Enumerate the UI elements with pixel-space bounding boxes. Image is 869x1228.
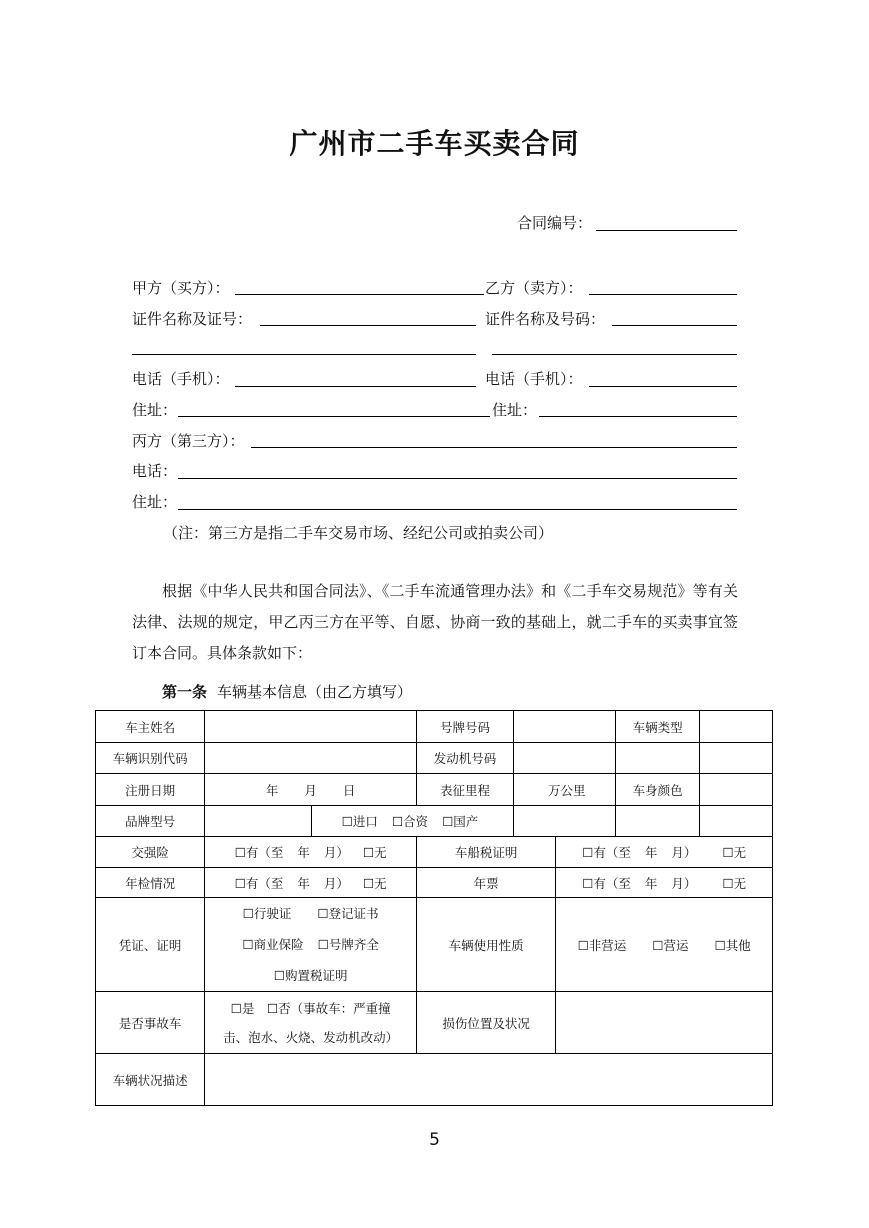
condition-cell[interactable] [205, 1054, 773, 1106]
owner-name-label: 车主姓名 [96, 711, 205, 743]
doc-ins-checkbox[interactable]: ☐商业保险 [242, 937, 304, 952]
usage-nonop-checkbox[interactable]: ☐非营运 [577, 937, 627, 953]
body-color-label: 车身颜色 [616, 774, 699, 806]
inspection-has-checkbox[interactable]: ☐有（至 [234, 875, 284, 891]
insurance-has-checkbox[interactable]: ☐有（至 [234, 845, 284, 860]
insurance-options: ☐有（至 年 月） ☐无 [205, 837, 417, 868]
usage-label: 车辆使用性质 [416, 898, 555, 992]
article-1-number: 第一条 [162, 683, 208, 701]
third-party-field[interactable] [251, 447, 737, 448]
brand-model-cell[interactable] [205, 806, 311, 837]
seller-phone-field[interactable] [589, 386, 737, 387]
buyer-phone-label: 电话（手机）： [132, 370, 230, 388]
odometer-label: 表征里程 [416, 774, 513, 806]
doc-plate-checkbox[interactable]: ☐号牌齐全 [317, 937, 379, 952]
buyer-address-field[interactable] [178, 416, 490, 417]
accident-label: 是否事故车 [96, 992, 205, 1054]
origin-domestic-checkbox[interactable]: ☐国产 [442, 814, 479, 829]
seller-label: 乙方（卖方）： [485, 279, 583, 297]
buyer-id-label: 证件名称及证号： [132, 310, 253, 328]
seller-id-label: 证件名称及号码： [485, 310, 606, 328]
ticket-none-checkbox[interactable]: ☐无 [722, 875, 747, 891]
origin-options [311, 806, 514, 837]
inspection-options: ☐有（至 年 月） ☐无 [205, 868, 417, 898]
third-address-field[interactable] [178, 509, 737, 510]
seller-address-field[interactable] [539, 416, 737, 417]
document-title: 广州市二手车买卖合同 [289, 127, 580, 160]
accident-options-line-2: 击、泡水、火烧、发动机改动） [223, 1029, 399, 1045]
doc-tax-checkbox[interactable]: ☐购置税证明 [273, 968, 348, 983]
reg-month: 月 [304, 782, 317, 798]
owner-name-cell[interactable] [205, 711, 417, 743]
engine-extra-cell[interactable] [616, 743, 699, 774]
usage-other-checkbox[interactable]: ☐其他 [714, 937, 751, 953]
docs-options [205, 898, 417, 992]
seller-id-extra-field[interactable] [492, 354, 737, 355]
intro-paragraph: 根据《中华人民共和国合同法》、《二手车流通管理办法》和《二手车交易规范》等有关法律、法规的规定，甲乙丙三方在平等、自愿、协商一致的基础上，就二手车的买卖事宜签订本合同。具体条款如下： [132, 582, 738, 662]
brand-extra-cell-2[interactable] [616, 806, 699, 837]
seller-phone-label: 电话（手机）： [485, 370, 583, 388]
contract-no-label: 合同编号： [517, 214, 593, 232]
docs-label: 凭证、证明 [96, 898, 205, 992]
seller-field[interactable] [589, 294, 737, 295]
article-1-heading [162, 681, 412, 702]
tax-has-checkbox[interactable]: ☐有（至 [582, 845, 631, 860]
insurance-label: 交强险 [96, 837, 205, 868]
vin-label: 车辆识别代码 [96, 743, 205, 774]
plate-no-label: 号牌号码 [416, 711, 513, 743]
third-address-label: 住址： [132, 493, 178, 511]
odometer-unit: 万公里 [547, 782, 586, 798]
usage-options [556, 898, 773, 992]
body-color-cell[interactable] [699, 774, 772, 806]
seller-id-field[interactable] [612, 325, 737, 326]
plate-no-cell[interactable] [514, 711, 616, 743]
doc-license-checkbox[interactable]: ☐行驶证 [242, 906, 292, 921]
ticket-options: ☐有（至 年 月） ☐无 [556, 868, 773, 898]
page-number: 5 [429, 1130, 440, 1150]
vehicle-info-table [95, 710, 773, 1106]
accident-options-line-1[interactable]: ☐是 ☐否（事故车：严重撞 [230, 1000, 391, 1016]
tax-cert-label: 车船税证明 [416, 837, 555, 868]
condition-label: 车辆状况描述 [96, 1054, 205, 1106]
reg-date-label: 注册日期 [96, 774, 205, 806]
ticket-label: 年票 [416, 868, 555, 898]
ticket-has-checkbox[interactable]: ☐有（至 [582, 875, 631, 891]
contract-no-field[interactable] [596, 230, 737, 231]
inspection-none-checkbox[interactable]: ☐无 [362, 875, 387, 891]
vehicle-type-cell[interactable] [699, 711, 772, 743]
third-party-label: 丙方（第三方）： [132, 432, 245, 450]
buyer-phone-field[interactable] [235, 386, 476, 387]
odometer-cell[interactable] [514, 774, 616, 806]
engine-no-label: 发动机号码 [416, 743, 513, 774]
accident-options [205, 992, 417, 1054]
vin-cell[interactable] [205, 743, 417, 774]
engine-no-cell[interactable] [514, 743, 616, 774]
reg-date-cell[interactable] [205, 774, 417, 806]
insurance-none-checkbox[interactable]: ☐无 [362, 845, 387, 860]
engine-extra-cell-2[interactable] [699, 743, 772, 774]
third-party-note: （注：第三方是指二手车交易市场、经纪公司或拍卖公司） [163, 524, 554, 542]
reg-day: 日 [342, 782, 356, 798]
buyer-label: 甲方（买方）： [132, 279, 230, 297]
vehicle-type-label: 车辆类型 [616, 711, 699, 743]
inspection-label: 年检情况 [96, 868, 205, 898]
article-1-title: 车辆基本信息（由乙方填写） [217, 683, 413, 701]
buyer-id-field[interactable] [260, 325, 476, 326]
buyer-id-extra-field[interactable] [132, 354, 476, 355]
third-phone-field[interactable] [178, 478, 737, 479]
seller-address-label: 住址： [492, 401, 538, 419]
brand-model-label: 品牌型号 [96, 806, 205, 837]
brand-extra-cell-3[interactable] [699, 806, 772, 837]
brand-extra-cell[interactable] [514, 806, 616, 837]
third-phone-label: 电话： [132, 462, 178, 480]
doc-reg-checkbox[interactable]: ☐登记证书 [317, 906, 379, 921]
origin-import-checkbox[interactable]: ☐进口 [341, 814, 378, 829]
damage-label: 损伤位置及状况 [416, 992, 555, 1054]
usage-op-checkbox[interactable]: ☐营运 [652, 937, 689, 953]
reg-year: 年 [265, 782, 279, 798]
tax-cert-options: ☐有（至 年 月） ☐无 [556, 837, 773, 868]
tax-none-checkbox[interactable]: ☐无 [722, 845, 747, 860]
buyer-field[interactable] [235, 294, 484, 295]
origin-jv-checkbox[interactable]: ☐合资 [391, 814, 429, 829]
buyer-address-label: 住址： [132, 401, 178, 419]
damage-cell[interactable] [556, 992, 773, 1054]
